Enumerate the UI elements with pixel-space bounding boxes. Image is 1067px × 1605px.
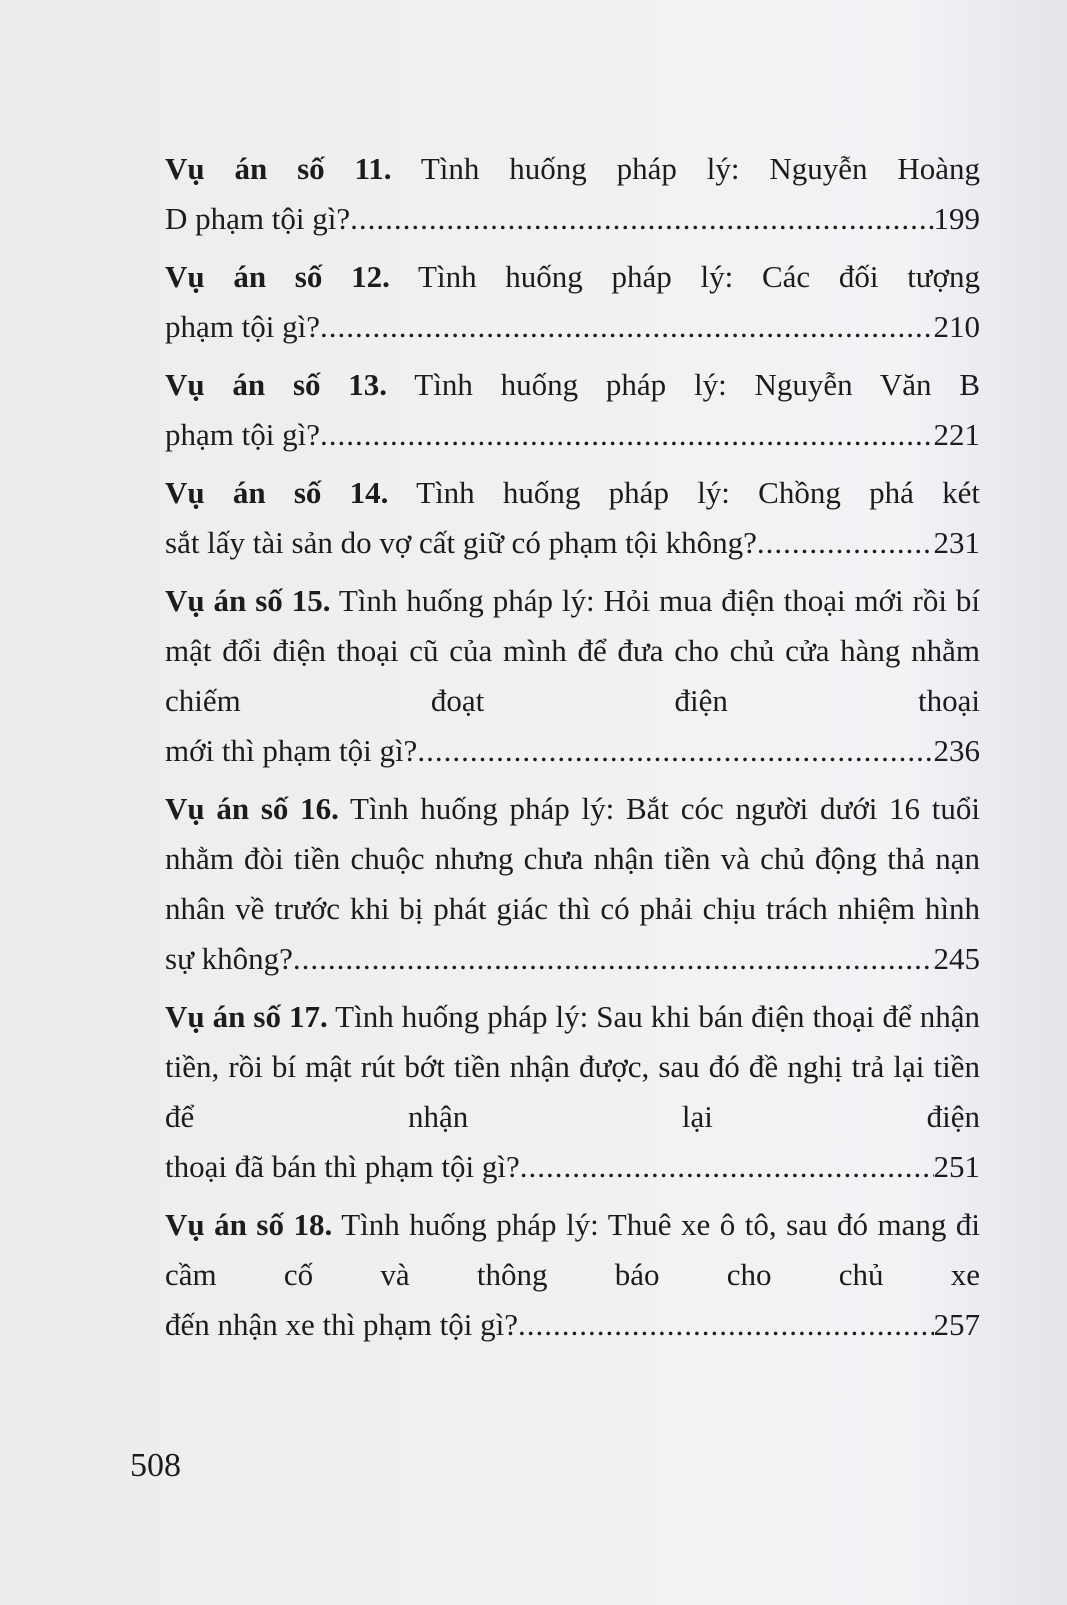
entry-label: Vụ án số 18. (165, 1207, 333, 1242)
entry-line: bị phát giác thì có phải chịu trách nhiệm hình (399, 891, 980, 926)
entry-line: Tình huống pháp lý: Thuê xe ô tô, (332, 1207, 777, 1242)
entry-line: đưa cho chủ cửa hàng nhằm chiếm đoạt điện thoại (165, 633, 981, 718)
entry-line: D phạm tội gì? (165, 201, 351, 236)
entry-line: phạm tội gì? (165, 309, 320, 344)
entry-last-line (165, 1300, 980, 1350)
page-reference: 221 (933, 417, 980, 452)
page-reference: 210 (933, 309, 980, 344)
entry-last-line (165, 518, 980, 568)
entry-label: Vụ án số 17. (165, 999, 328, 1034)
entry-label: Vụ án số 15. (165, 583, 331, 618)
entry-last-line (165, 302, 980, 352)
entry-line: mới thì phạm tội gì? (165, 733, 418, 768)
entry-line: dưới 16 tuổi nhằm đòi tiền chuộc nhưng chưa (165, 791, 980, 876)
entry-last-line (165, 194, 980, 244)
leader-dots (320, 302, 934, 352)
entry-line: Tình huống pháp lý: Hỏi mua điện (330, 583, 775, 618)
entry-last-line (165, 1142, 980, 1192)
toc-entry[interactable] (165, 992, 980, 1192)
entry-line: Tình huống pháp lý: Sau khi bán điện (327, 999, 805, 1034)
entry-line: Tình huống pháp lý: Nguyễn Hoàng (391, 151, 980, 186)
entry-line: phạm tội gì? (165, 417, 320, 452)
entry-line: sắt lấy tài sản do vợ cất giữ có phạm tội không? (165, 525, 757, 560)
entry-label: Vụ án số 16. (165, 791, 339, 826)
page-reference: 257 (933, 1307, 980, 1342)
entry-label: Vụ án số 14. (165, 475, 389, 510)
toc-entry[interactable] (165, 1200, 980, 1350)
page-reference: 236 (933, 733, 980, 768)
entry-last-line (165, 410, 980, 460)
entry-line: nhận tiền và chủ động thả nạn nhân về trước khi (165, 841, 980, 926)
entry-line: sự không? (165, 941, 293, 976)
leader-dots (757, 518, 934, 568)
leader-dots (320, 410, 934, 460)
entry-last-line (165, 726, 980, 776)
toc-entry[interactable] (165, 144, 980, 244)
entry-line: Tình huống pháp lý: Bắt cóc người (338, 791, 809, 826)
toc-entry[interactable] (165, 784, 980, 984)
leader-dots (520, 1142, 934, 1192)
leader-dots (417, 726, 933, 776)
leader-dots (293, 934, 934, 984)
toc-entry[interactable] (165, 468, 980, 568)
toc-entry[interactable] (165, 360, 980, 460)
entry-line: đến nhận xe thì phạm tội gì? (165, 1307, 518, 1342)
entry-line: sau đó mang đi cầm cố và thông báo cho chủ xe (165, 1207, 981, 1292)
leader-dots (350, 194, 933, 244)
table-of-contents (165, 144, 980, 1358)
entry-label: Vụ án số 12. (165, 259, 390, 294)
leader-dots (518, 1300, 934, 1350)
entry-line: Tình huống pháp lý: Các đối tượng (389, 259, 981, 294)
toc-entry[interactable] (165, 576, 980, 776)
page-reference: 251 (933, 1149, 980, 1184)
entry-line: Tình huống pháp lý: Chồng phá két (388, 475, 980, 510)
entry-line: Tình huống pháp lý: Nguyễn Văn B (387, 367, 980, 402)
entry-last-line (165, 934, 980, 984)
toc-entry[interactable] (165, 252, 980, 352)
page-number: 508 (130, 1447, 181, 1484)
page-reference: 231 (933, 525, 980, 560)
page-reference: 199 (933, 201, 980, 236)
entry-label: Vụ án số 11. (165, 151, 392, 186)
page-reference: 245 (933, 941, 980, 976)
entry-label: Vụ án số 13. (165, 367, 388, 402)
entry-line: thoại để nhận tiền, rồi bí mật rút bớt tiền nhận (165, 999, 980, 1084)
entry-line: thoại đã bán thì phạm tội gì? (165, 1149, 520, 1184)
entry-line: được, sau đó đề nghị trả lại tiền để nhận lại điện (165, 1049, 980, 1134)
entry-line: thoại mới rồi bí mật đổi điện thoại cũ của mình để (165, 583, 981, 668)
